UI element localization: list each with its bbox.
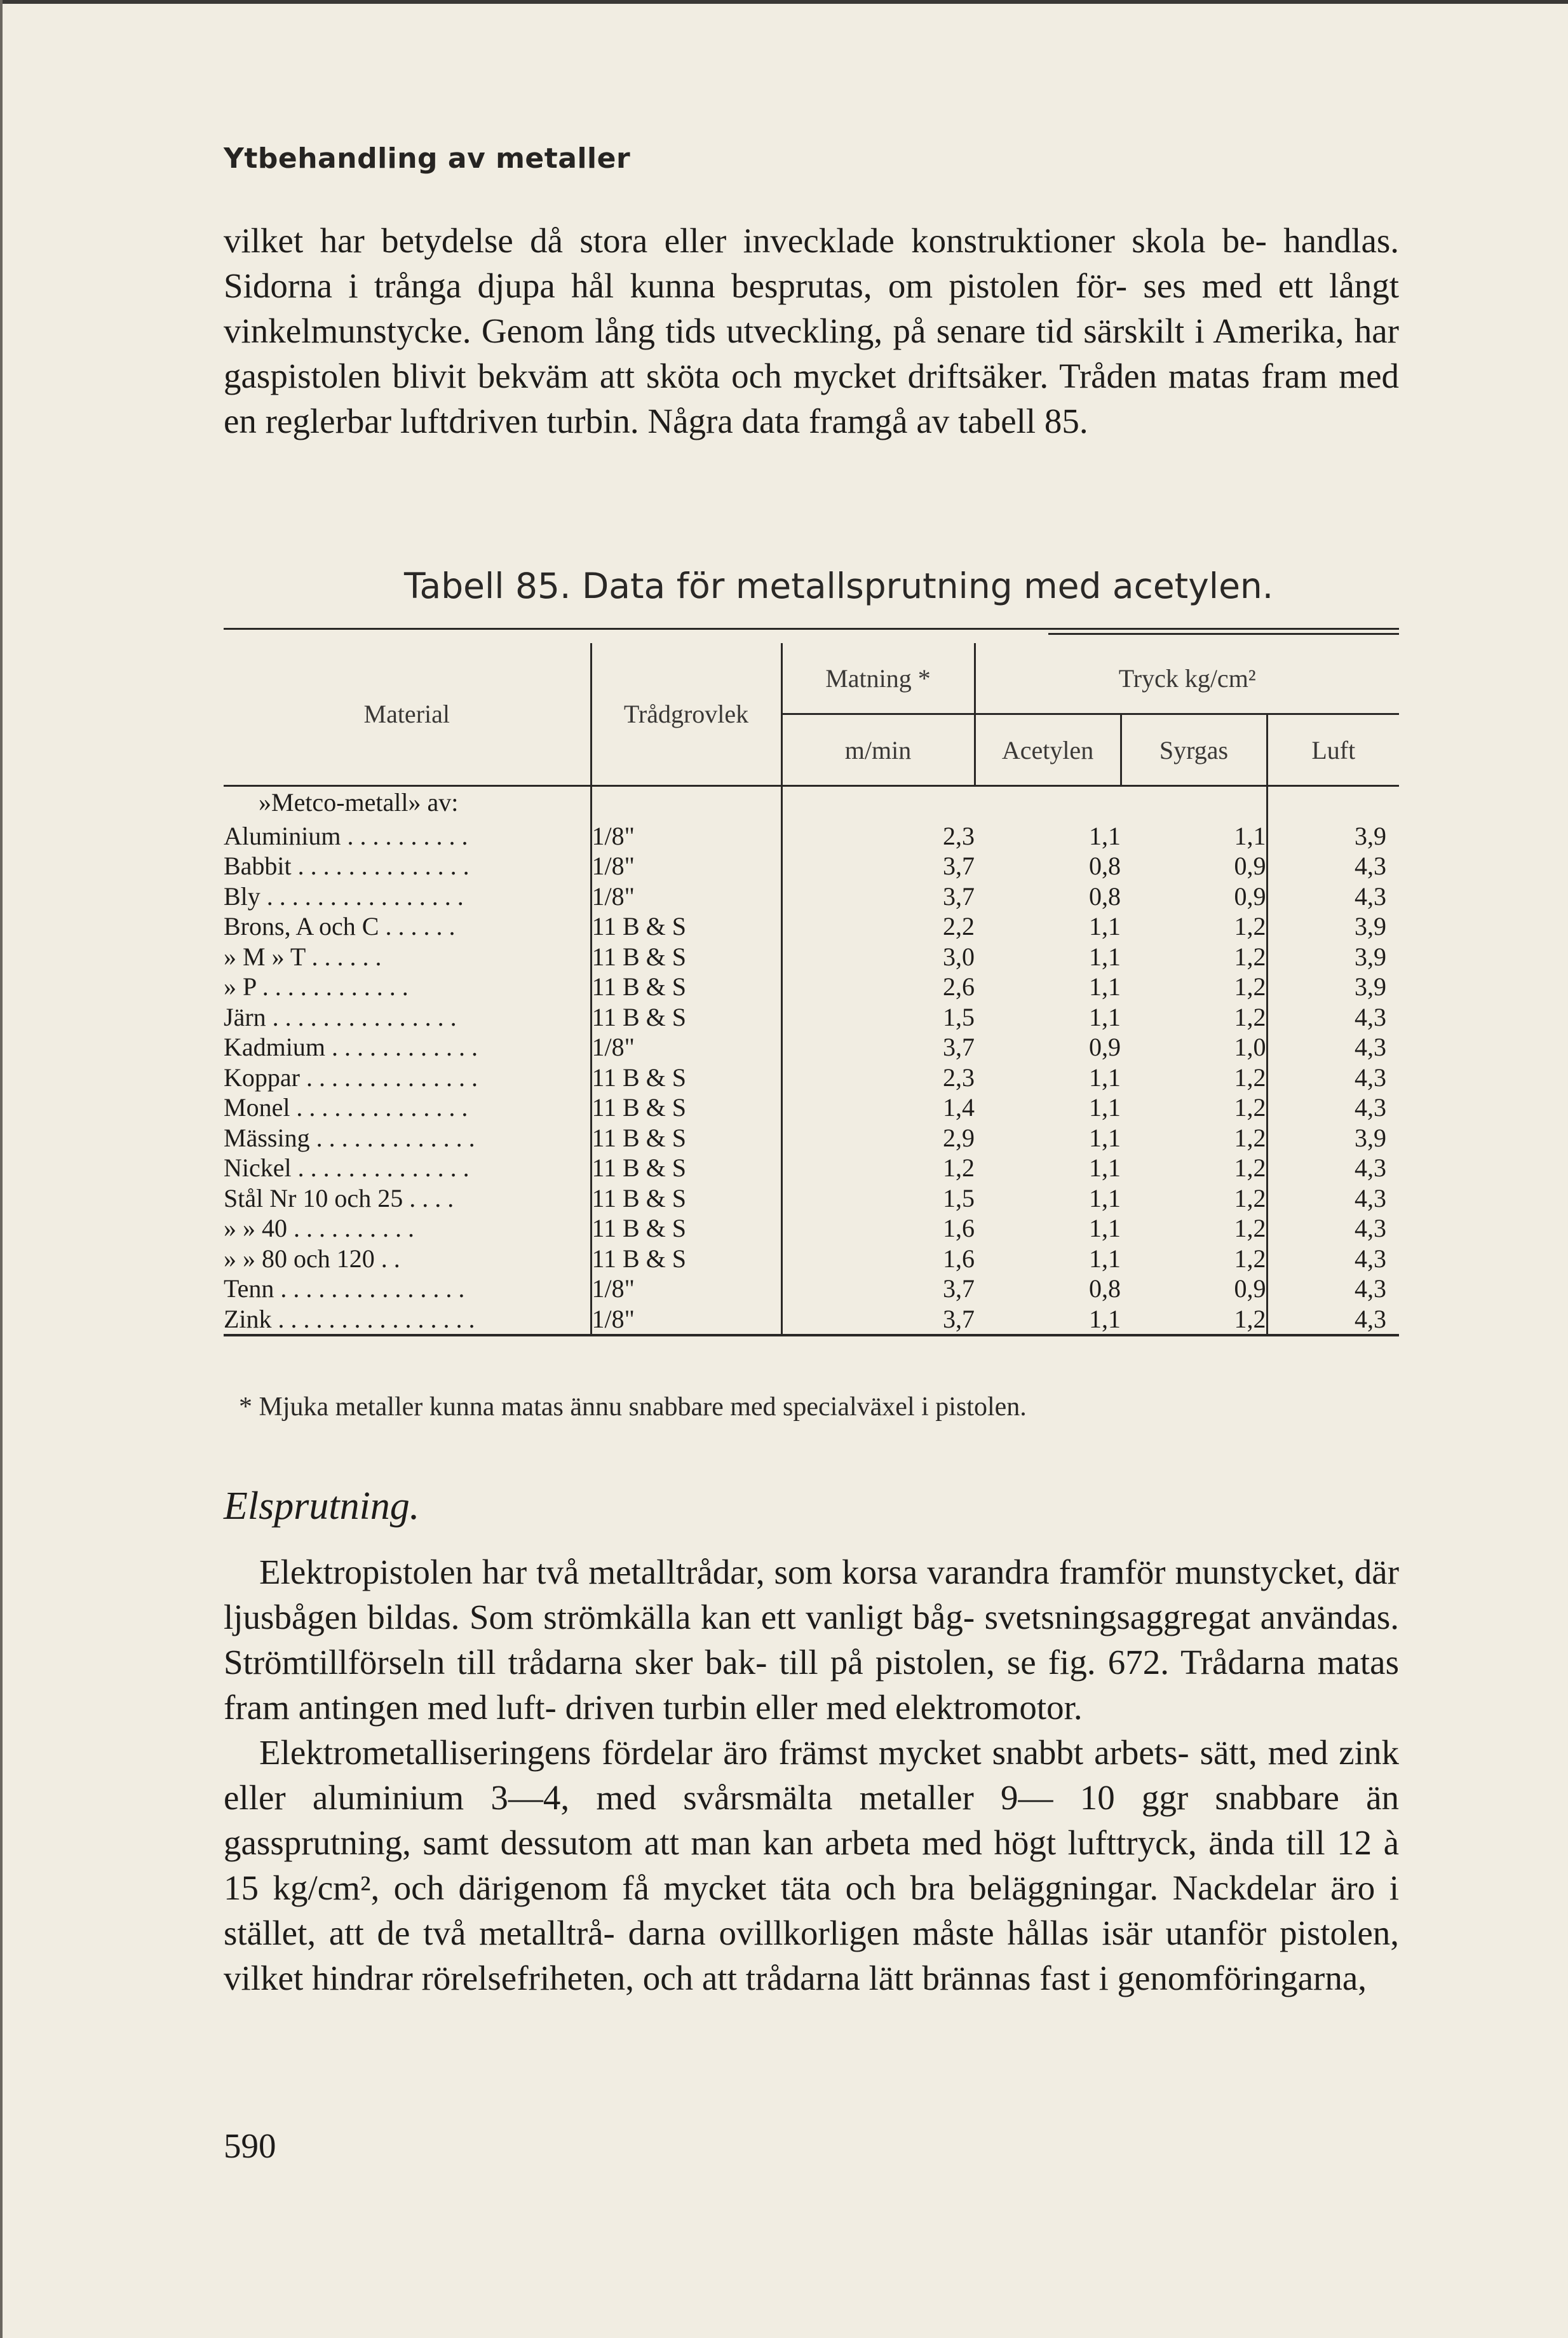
acetylen-cell: 0,8 xyxy=(1089,1274,1121,1303)
syrgas-cell: 1,2 xyxy=(1234,912,1266,941)
luft-cell: 4,3 xyxy=(1267,851,1399,881)
table-row xyxy=(224,1213,1399,1244)
syrgas-cell: 1,2 xyxy=(1234,1214,1266,1243)
acetylen-cell: 0,8 xyxy=(1089,881,1121,911)
paragraph-1 xyxy=(224,1549,1399,1730)
tradgrovlek-cell: 1/8" xyxy=(591,881,781,912)
table-row xyxy=(224,972,1399,1002)
matning-cell: 1,5 xyxy=(781,1002,975,1033)
tradgrovlek-cell: 11 B & S xyxy=(591,1213,781,1244)
material-cell: » » 40 . . . . . . . . . . xyxy=(224,1214,414,1243)
matning-cell: 1,4 xyxy=(781,1092,975,1123)
luft-cell: 4,3 xyxy=(1267,1304,1399,1336)
matning-cell: 3,7 xyxy=(781,881,975,912)
luft-cell: 4,3 xyxy=(1267,881,1399,912)
acetylen-cell: 1,1 xyxy=(1089,1002,1121,1031)
page-number: 590 xyxy=(224,2126,276,2165)
acetylen-cell: 1,1 xyxy=(1089,1123,1121,1152)
tradgrovlek-cell: 1/8" xyxy=(591,1304,781,1336)
material-cell: Brons, A och C . . . . . . xyxy=(224,912,456,941)
material-cell: Monel . . . . . . . . . . . . . . xyxy=(224,1093,468,1122)
table-row xyxy=(224,881,1399,912)
matning-cell: 3,7 xyxy=(781,851,975,881)
syrgas-cell: 1,2 xyxy=(1234,972,1266,1002)
matning-cell: 1,6 xyxy=(781,1213,975,1244)
table-row xyxy=(224,821,1399,852)
table-row xyxy=(224,1153,1399,1183)
luft-cell: 3,9 xyxy=(1267,972,1399,1002)
matning-cell: 2,3 xyxy=(781,821,975,852)
acetylen-cell: 1,1 xyxy=(1089,1244,1121,1273)
acetylen-cell: 1,1 xyxy=(1089,1183,1121,1213)
table-row xyxy=(224,911,1399,942)
header-matning: Matning * xyxy=(781,643,975,714)
text-line: täta och bra beläggningar. Nackdelar äro i stället, att de två metalltrå- xyxy=(224,1868,1399,1952)
acetylen-cell: 1,1 xyxy=(1089,1153,1121,1183)
text-line: handlas. Sidorna i trånga djupa hål kunna besprutas, om pistolen för- xyxy=(224,221,1400,305)
table-row xyxy=(224,1183,1399,1214)
material-cell: Koppar . . . . . . . . . . . . . . xyxy=(224,1063,478,1092)
syrgas-cell: 1,1 xyxy=(1234,821,1266,850)
syrgas-cell: 1,2 xyxy=(1234,1123,1266,1152)
text-line: senare tid särskilt i Amerika, har gaspistolen blivit bekväm att sköta xyxy=(224,311,1399,395)
section-heading: Elsprutning. xyxy=(224,1485,420,1528)
matning-cell: 2,2 xyxy=(781,911,975,942)
matning-cell: 1,5 xyxy=(781,1183,975,1214)
header-mmin: m/min xyxy=(781,714,975,786)
syrgas-cell: 1,2 xyxy=(1234,1002,1266,1031)
acetylen-cell: 1,1 xyxy=(1089,1063,1121,1092)
luft-cell: 3,9 xyxy=(1267,911,1399,942)
acetylen-cell: 1,1 xyxy=(1089,972,1121,1002)
material-cell: Zink . . . . . . . . . . . . . . . . xyxy=(224,1304,475,1333)
matning-cell: 1,2 xyxy=(781,1153,975,1183)
table-row xyxy=(224,1123,1399,1153)
matning-cell: 1,6 xyxy=(781,1244,975,1274)
tradgrovlek-cell: 11 B & S xyxy=(591,942,781,972)
syrgas-cell: 0,9 xyxy=(1234,852,1266,881)
section-label: »Metco-metall» av: xyxy=(259,787,459,817)
text-line: sätt, med zink eller aluminium 3—4, med svårsmälta metaller 9— xyxy=(224,1733,1399,1817)
acetylen-cell: 0,9 xyxy=(1089,1033,1121,1062)
table-footnote: * Mjuka metaller kunna matas ännu snabbare med specialväxel i pistolen. xyxy=(239,1392,1027,1422)
running-header: Ytbehandling av metaller xyxy=(224,142,631,175)
luft-cell: 3,9 xyxy=(1267,942,1399,972)
luft-cell: 3,9 xyxy=(1267,821,1399,852)
tradgrovlek-cell: 11 B & S xyxy=(591,1063,781,1093)
tradgrovlek-cell: 11 B & S xyxy=(591,1092,781,1123)
matning-cell: 2,6 xyxy=(781,972,975,1002)
syrgas-cell: 1,2 xyxy=(1234,1244,1266,1273)
luft-cell: 4,3 xyxy=(1267,1183,1399,1214)
material-cell: » P . . . . . . . . . . . . xyxy=(224,972,409,1002)
tradgrovlek-cell: 1/8" xyxy=(591,1274,781,1304)
text-line: rörelsefriheten, och att trådarna lätt brännas fast i genomföringarna, xyxy=(421,1959,1367,1997)
tradgrovlek-cell: 11 B & S xyxy=(591,972,781,1002)
luft-cell: 3,9 xyxy=(1267,1123,1399,1153)
tradgrovlek-cell: 11 B & S xyxy=(591,911,781,942)
tradgrovlek-cell: 1/8" xyxy=(591,821,781,852)
syrgas-cell: 0,9 xyxy=(1234,881,1266,911)
syrgas-cell: 1,2 xyxy=(1234,1153,1266,1183)
acetylen-cell: 1,1 xyxy=(1089,821,1121,850)
acetylen-cell: 1,1 xyxy=(1089,912,1121,941)
text-line: Elektropistolen har två metalltrådar, som korsa varandra framför xyxy=(259,1553,1166,1591)
material-cell: Kadmium . . . . . . . . . . . . xyxy=(224,1033,478,1062)
material-cell: Mässing . . . . . . . . . . . . . xyxy=(224,1123,475,1152)
header-syrgas: Syrgas xyxy=(1121,714,1267,786)
table-row xyxy=(224,1002,1399,1033)
header-tryck: Tryck kg/cm² xyxy=(975,643,1399,714)
matning-cell: 2,9 xyxy=(781,1123,975,1153)
tradgrovlek-cell: 1/8" xyxy=(591,1032,781,1063)
table-row xyxy=(224,1032,1399,1063)
tradgrovlek-cell: 11 B & S xyxy=(591,1153,781,1183)
header-material: Material xyxy=(224,643,591,786)
luft-cell: 4,3 xyxy=(1267,1153,1399,1183)
syrgas-cell: 1,2 xyxy=(1234,942,1266,971)
header-acetylen: Acetylen xyxy=(975,714,1121,786)
text-line: driven turbin eller med elektromotor. xyxy=(565,1688,1083,1727)
syrgas-cell: 1,2 xyxy=(1234,1093,1266,1122)
material-cell: » M » T . . . . . . xyxy=(224,942,382,971)
acetylen-cell: 1,1 xyxy=(1089,1304,1121,1333)
text-line: vilket har betydelse då stora eller invecklade konstruktioner skola be- xyxy=(224,221,1267,260)
matning-cell: 2,3 xyxy=(781,1063,975,1093)
table-row xyxy=(224,851,1399,881)
table-row xyxy=(224,1304,1399,1336)
acetylen-cell: 1,1 xyxy=(1089,1093,1121,1122)
matning-cell: 3,7 xyxy=(781,1032,975,1063)
table-row xyxy=(224,1274,1399,1304)
material-cell: Stål Nr 10 och 25 . . . . xyxy=(224,1183,454,1213)
intro-paragraph-text xyxy=(224,218,1399,444)
tradgrovlek-cell: 1/8" xyxy=(591,851,781,881)
paragraph-2 xyxy=(224,1730,1399,2001)
tradgrovlek-cell: 11 B & S xyxy=(591,1002,781,1033)
text-line: 10 ggr snabbare än gassprutning, samt dessutom att man kan arbeta xyxy=(224,1778,1399,1862)
matning-cell: 3,7 xyxy=(781,1274,975,1304)
material-cell: Tenn . . . . . . . . . . . . . . . xyxy=(224,1274,465,1303)
page-left-edge xyxy=(0,0,3,2338)
table-top-rule-short xyxy=(1048,633,1399,635)
text-line: svetsningsaggregat användas. Strömtillförseln till trådarna sker bak- xyxy=(224,1598,1400,1682)
tradgrovlek-cell: 11 B & S xyxy=(591,1183,781,1214)
text-line: munstycket, där ljusbågen bildas. Som strömkälla kan ett vanligt båg- xyxy=(224,1553,1400,1636)
text-line: ses med ett långt vinkelmunstycke. Genom lång tids utveckling, på xyxy=(224,266,1400,350)
section-row xyxy=(224,786,1399,821)
acetylen-cell: 1,1 xyxy=(1089,942,1121,971)
header-luft: Luft xyxy=(1267,714,1399,786)
acetylen-cell: 1,1 xyxy=(1089,1214,1121,1243)
material-cell: Nickel . . . . . . . . . . . . . . xyxy=(224,1153,470,1183)
table-row xyxy=(224,1063,1399,1093)
material-cell: Babbit . . . . . . . . . . . . . . xyxy=(224,852,470,881)
syrgas-cell: 1,2 xyxy=(1234,1063,1266,1092)
table-top-rule xyxy=(224,628,1399,630)
luft-cell: 4,3 xyxy=(1267,1092,1399,1123)
luft-cell: 4,3 xyxy=(1267,1063,1399,1093)
text-line: darna ovillkorligen måste hållas isär utanför pistolen, vilket hindrar xyxy=(224,1913,1399,1997)
text-line: Elektrometalliseringens fördelar äro främst mycket snabbt arbets- xyxy=(259,1733,1189,1772)
luft-cell: 4,3 xyxy=(1267,1032,1399,1063)
table-row xyxy=(224,1092,1399,1123)
intro-paragraph xyxy=(224,218,1399,444)
acetylen-cell: 0,8 xyxy=(1089,852,1121,881)
page-top-edge xyxy=(0,0,1568,4)
syrgas-cell: 1,0 xyxy=(1234,1033,1266,1062)
syrgas-cell: 1,2 xyxy=(1234,1183,1266,1213)
text-line: med högt lufttryck, ända till 12 à 15 kg/cm², och därigenom få mycket xyxy=(224,1823,1400,1907)
text-line: och mycket driftsäker. Tråden matas fram med en reglerbar luftdriven xyxy=(224,357,1399,440)
syrgas-cell: 0,9 xyxy=(1234,1274,1266,1303)
material-cell: » » 80 och 120 . . xyxy=(224,1244,400,1273)
luft-cell: 4,3 xyxy=(1267,1002,1399,1033)
section-body xyxy=(224,1549,1399,2001)
matning-cell: 3,0 xyxy=(781,942,975,972)
tradgrovlek-cell: 11 B & S xyxy=(591,1123,781,1153)
luft-cell: 4,3 xyxy=(1267,1244,1399,1274)
table-row xyxy=(224,942,1399,972)
data-table xyxy=(224,643,1399,1336)
syrgas-cell: 1,2 xyxy=(1234,1304,1266,1333)
table-caption: Tabell 85. Data för metallsprutning med acetylen. xyxy=(404,566,1274,606)
text-line: till på pistolen, se fig. 672. Trådarna matas fram antingen med luft- xyxy=(224,1643,1400,1727)
matning-cell: 3,7 xyxy=(781,1304,975,1336)
material-cell: Järn . . . . . . . . . . . . . . . xyxy=(224,1002,457,1031)
luft-cell: 4,3 xyxy=(1267,1213,1399,1244)
material-cell: Bly . . . . . . . . . . . . . . . . xyxy=(224,881,464,911)
table-row xyxy=(224,1244,1399,1274)
luft-cell: 4,3 xyxy=(1267,1274,1399,1304)
material-cell: Aluminium . . . . . . . . . . xyxy=(224,821,468,850)
tradgrovlek-cell: 11 B & S xyxy=(591,1244,781,1274)
header-tradgrovlek: Trådgrovlek xyxy=(591,643,781,786)
text-line: turbin. Några data framgå av tabell 85. xyxy=(546,402,1088,440)
